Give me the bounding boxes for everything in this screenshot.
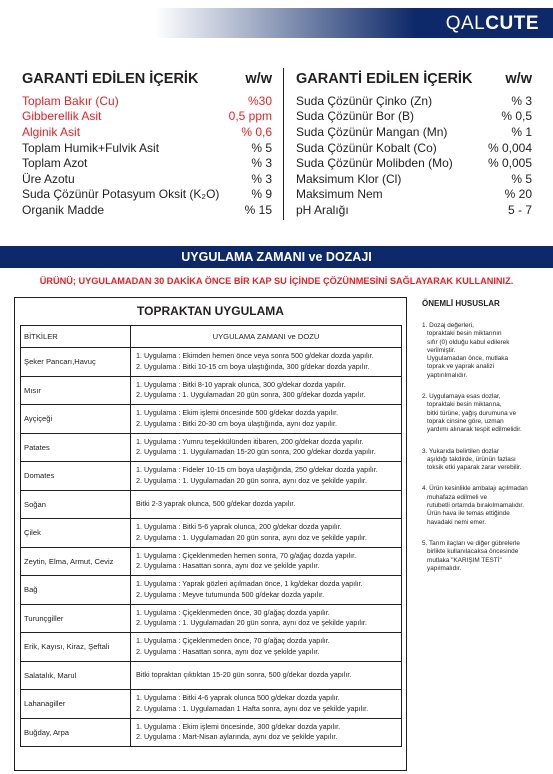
table-row xyxy=(21,576,402,605)
notes-title: ÖNEMLİ HUSUSLAR xyxy=(422,299,500,308)
ingredient-value: % 3 xyxy=(251,171,272,186)
guaranteed-row xyxy=(296,124,532,140)
dose-line: 2. Uygulama : 1. Uygulamadan 20 gün sonra, 300 g/dekar dozda yapılır. xyxy=(136,390,366,400)
guaranteed-row xyxy=(22,109,272,125)
ingredient-name: Suda Çözünür Bor (B) xyxy=(296,109,415,124)
ingredient-value: % 0,004 xyxy=(487,140,532,155)
dose-line: 2. Uygulama : 1. Uygulamadan 15-20 gün sonra, 200 g/dekar dozda yapılır. xyxy=(136,447,376,457)
note-item xyxy=(422,540,547,573)
ingredient-name: Toplam Humik+Fulvik Asit xyxy=(22,140,160,155)
guaranteed-title-left: GARANTİ EDİLEN İÇERİK xyxy=(22,70,199,87)
note-line: mutlaka "KARIŞIM TESTİ" xyxy=(427,556,502,564)
ingredient-value: % 0,005 xyxy=(487,156,532,171)
application-dose xyxy=(131,348,402,377)
note-item xyxy=(422,448,547,473)
note-line: toprak cinsine göre, uzman xyxy=(427,417,504,425)
ingredient-name: Organik Madde xyxy=(22,202,105,217)
note-line: havadaki nemi emer. xyxy=(427,518,486,526)
ingredient-value: 5 - 7 xyxy=(507,202,532,217)
guaranteed-title-right: GARANTİ EDİLEN İÇERİK xyxy=(296,70,473,87)
guaranteed-content-left xyxy=(22,68,272,218)
note-line: topraktaki besin miktarına, xyxy=(427,401,502,409)
guaranteed-row xyxy=(22,187,272,203)
application-dose xyxy=(131,519,402,548)
note-line: Ürün hava ile temas ettiğinde xyxy=(427,510,510,518)
note-line: sıfır (0) olduğu kabul edilerek xyxy=(427,338,510,346)
crop-name: Lahanagiller xyxy=(21,690,131,719)
dose-line: Bitki topraktan çıktıktan 15-20 gün sonra, 500 g/dekar dozda yapılır. xyxy=(136,669,352,679)
guaranteed-rows-right xyxy=(296,93,532,218)
application-dose xyxy=(131,633,402,662)
ingredient-name: Toplam Azot xyxy=(22,156,88,171)
crop-name: Soğan xyxy=(21,490,131,519)
ingredient-name: Suda Çözünür Çinko (Zn) xyxy=(296,93,433,108)
application-table xyxy=(20,325,402,747)
table-row xyxy=(21,718,402,747)
table-row xyxy=(21,433,402,462)
crop-name: Çilek xyxy=(21,519,131,548)
ingredient-value: % 15 xyxy=(244,202,272,217)
application-dose xyxy=(131,718,402,747)
guaranteed-row xyxy=(22,93,272,109)
ingredient-value: % 5 xyxy=(251,140,272,155)
brand-logo xyxy=(446,13,539,35)
guaranteed-row xyxy=(296,155,532,171)
crop-name: Buğday, Arpa xyxy=(21,718,131,747)
ingredient-name: Toplam Bakır (Cu) xyxy=(22,93,119,108)
dose-line: Bitki 2-3 yaprak olunca, 500 g/dekar dozda yapılır. xyxy=(136,498,296,508)
application-dose xyxy=(131,604,402,633)
note-line: 4. Ürün kesinlikle ambalajı açılmadan xyxy=(422,485,528,493)
application-dose xyxy=(131,547,402,576)
guaranteed-row xyxy=(22,140,272,156)
dose-line: 2. Uygulama : Hasattan sonra, aynı doz ve şekilde yapılır. xyxy=(136,646,320,656)
table-row xyxy=(21,462,402,491)
dose-line: 2. Uygulama : Hasattan sonra, aynı doz ve şekilde yapılır. xyxy=(136,561,320,571)
ingredient-value: % 1 xyxy=(511,124,532,139)
dose-line: 2. Uygulama : Bitki 20-30 cm boya ulaştığında, aynı doz yapılır. xyxy=(136,418,337,428)
guaranteed-row xyxy=(296,140,532,156)
table-row xyxy=(21,490,402,519)
guaranteed-row xyxy=(296,187,532,203)
column-header-dose: UYGULAMA ZAMANI ve DOZU xyxy=(131,326,402,348)
ingredient-value: % 0,5 xyxy=(501,109,532,124)
crop-name: Salatalık, Marul xyxy=(21,661,131,690)
guaranteed-row xyxy=(22,155,272,171)
ingredient-value: %30 xyxy=(247,93,272,108)
usage-notice: ÜRÜNÜ; UYGULAMADAN 30 DAKİKA ÖNCE BİR KAP SU İÇİNDE ÇÖZÜNMESİNİ SAĞLAYARAK KULLANINIZ. xyxy=(39,276,514,286)
crop-name: Domates xyxy=(21,462,131,491)
application-dose xyxy=(131,661,402,690)
ingredient-value: % 3 xyxy=(251,156,272,171)
ingredient-value: % 0,6 xyxy=(241,124,272,139)
table-row xyxy=(21,547,402,576)
table-row xyxy=(21,604,402,633)
application-table-title: TOPRAKTAN UYGULAMA xyxy=(137,304,284,318)
dose-line: 1. Uygulama : Ekimden hemen önce veya sonra 500 g/dekar dozda yapılır. xyxy=(136,351,374,361)
note-line: 3. Yukarıda belirtilen dozlar xyxy=(422,447,499,455)
guaranteed-row xyxy=(22,171,272,187)
ingredient-name: Üre Azotu xyxy=(22,171,75,186)
note-item xyxy=(422,485,547,526)
note-line: toksik etki yaparak zarar verebilir. xyxy=(427,464,522,472)
table-row xyxy=(21,348,402,377)
dose-line: 1. Uygulama : Çiçeklenmeden önce, 30 g/ağaç dozda yapılır. xyxy=(136,607,330,617)
dose-line: 2. Uygulama : 1. Uygulamadan 1 Hafta sonra, aynı doz ve şekilde yapılır. xyxy=(136,703,369,713)
note-item xyxy=(422,393,547,434)
application-dose xyxy=(131,576,402,605)
note-line: topraktaki besin miktarının xyxy=(427,330,502,338)
note-line: toprak ve yaprak analizi xyxy=(427,363,495,371)
application-dose xyxy=(131,490,402,519)
guaranteed-unit-left: w/w xyxy=(245,70,272,87)
dose-line: 1. Uygulama : Yumru teşekkülünden itibaren, 200 g/dekar dozda yapılır. xyxy=(136,436,364,446)
brand-part1: QAL xyxy=(445,13,486,34)
dose-line: 2. Uygulama : 1. Uygulamadan 20 gün sonra, aynı doz ve şekilde yapılır. xyxy=(136,475,367,485)
application-dose xyxy=(131,376,402,405)
important-notes xyxy=(422,299,547,586)
dose-line: 2. Uygulama : Bitki 10-15 cm boya ulaştığında, 300 g/dekar dozda yapılır. xyxy=(136,361,370,371)
table-row xyxy=(21,405,402,434)
brand-part2: CUTE xyxy=(485,13,539,34)
table-row xyxy=(21,661,402,690)
ingredient-name: Gibberellik Asit xyxy=(22,109,102,124)
ingredient-name: Alginik Asit xyxy=(22,124,81,139)
guaranteed-row xyxy=(296,171,532,187)
crop-name: Zeytin, Elma, Armut, Ceviz xyxy=(21,547,131,576)
ingredient-value: % 9 xyxy=(251,187,272,202)
note-item xyxy=(422,322,547,380)
application-table-body xyxy=(21,348,402,747)
crop-name: Mısır xyxy=(21,376,131,405)
table-row xyxy=(21,633,402,662)
note-line: 1. Dozaj değerleri, xyxy=(422,322,474,329)
guaranteed-content-right xyxy=(296,68,532,218)
notes-list xyxy=(422,322,547,573)
guaranteed-heading-left xyxy=(22,68,272,89)
guaranteed-row xyxy=(22,124,272,140)
ingredient-value: % 3 xyxy=(511,93,532,108)
dose-line: 1. Uygulama : Fideler 10-15 cm boya ulaştığında, 250 g/dekar dozda yapılır. xyxy=(136,465,378,475)
guaranteed-rows-left xyxy=(22,93,272,218)
note-line: rutubetli ortamda bırakılmamalıdır. xyxy=(427,502,524,510)
column-divider xyxy=(283,68,284,220)
section-title: UYGULAMA ZAMANI ve DOZAJI xyxy=(181,250,372,264)
ingredient-name: Maksimum Nem xyxy=(296,187,383,202)
crop-name: Erik, Kayısı, Kiraz, Şeftali xyxy=(21,633,131,662)
dose-line: 1. Uygulama : Bitki 5-6 yaprak olunca, 200 g/dekar dozda yapılır. xyxy=(136,522,342,532)
note-line: Uygulamadan önce, mutlaka xyxy=(427,355,508,363)
ingredient-value: 0,5 ppm xyxy=(228,109,272,124)
dose-line: 1. Uygulama : Çiçeklenmeden hemen sonra, 70 g/ağaç dozda yapılır. xyxy=(136,550,357,560)
ingredient-name: pH Aralığı xyxy=(296,202,349,217)
crop-name: Turunçgiller xyxy=(21,604,131,633)
guaranteed-unit-right: w/w xyxy=(505,70,532,87)
ingredient-name: Suda Çözünür Kobalt (Co) xyxy=(296,140,437,155)
guaranteed-heading-right xyxy=(296,68,532,89)
dose-line: 1. Uygulama : Bitki 4-6 yaprak olunca 500 g/dekar dozda yapılır. xyxy=(136,693,340,703)
dose-line: 1. Uygulama : Yaprak gözleri açılmadan önce, 1 kg/dekar dozda yapılır. xyxy=(136,579,363,589)
table-row xyxy=(21,690,402,719)
note-line: aşıldığı takdirde, ürünün fazlası xyxy=(427,455,516,463)
note-line: yapılmalıdır. xyxy=(427,564,462,572)
dose-line: 2. Uygulama : Meyve tutumunda 500 g/dekar dozda yapılır. xyxy=(136,589,325,599)
crop-name: Patates xyxy=(21,433,131,462)
dose-line: 1. Uygulama : Çiçeklenmeden önce, 70 g/ağaç dozda yapılır. xyxy=(136,636,330,646)
guaranteed-row xyxy=(22,202,272,218)
application-dose xyxy=(131,405,402,434)
ingredient-value: % 20 xyxy=(504,187,532,202)
ingredient-name: Suda Çözünür Mangan (Mn) xyxy=(296,124,448,139)
dose-line: 2. Uygulama : 1. Uygulamadan 20 gün sonra, aynı doz ve şekilde yapılır. xyxy=(136,618,367,628)
application-dose xyxy=(131,433,402,462)
table-row xyxy=(21,376,402,405)
guaranteed-row xyxy=(296,202,532,218)
note-line: 2. Uygulamaya esas dozlar, xyxy=(422,393,501,401)
brand-gradient xyxy=(155,8,415,38)
ingredient-name: Suda Çözünür Molibden (Mo) xyxy=(296,156,453,171)
note-line: birlikte kullanılacaksa öncesinde xyxy=(427,548,519,556)
dose-line: 2. Uygulama : 1. Uygulamadan 20 gün sonra, aynı doz ve şekilde yapılır. xyxy=(136,532,367,542)
note-line: muhafaza edilmeli ve xyxy=(427,493,488,501)
application-dose xyxy=(131,462,402,491)
dose-line: 1. Uygulama : Ekim işlemi öncesinde, 300 g/dekar dozda yapılır. xyxy=(136,721,341,731)
crop-name: Ayçiçeği xyxy=(21,405,131,434)
ingredient-name: Suda Çözünür Potasyum Oksit (K₂O) xyxy=(22,187,220,202)
note-line: yardımı alınarak tespit edilmelidir. xyxy=(427,426,522,434)
application-dose xyxy=(131,690,402,719)
column-header-crops: BİTKİLER xyxy=(21,326,131,348)
ingredient-name: Maksimum Klor (Cl) xyxy=(296,171,402,186)
dose-line: 2. Uygulama : Mart-Nisan aylarında, aynı doz ve şekilde yapılır. xyxy=(136,732,338,742)
note-line: 5. Tarım ilaçları ve diğer gübrelerle xyxy=(422,539,520,547)
guaranteed-row xyxy=(296,109,532,125)
dose-line: 1. Uygulama : Bitki 8-10 yaprak olunca, 300 g/dekar dozda yapılır. xyxy=(136,379,346,389)
table-row xyxy=(21,519,402,548)
ingredient-value: % 5 xyxy=(511,171,532,186)
header-bar xyxy=(0,0,553,48)
crop-name: Şeker Pancarı,Havuç xyxy=(21,348,131,377)
guaranteed-row xyxy=(296,93,532,109)
dose-line: 1. Uygulama : Ekim işlemi öncesinde 500 g/dekar dozda yapılır. xyxy=(136,408,339,418)
note-line: yaptırılmalıdır. xyxy=(427,371,468,379)
note-line: bitki türüne, yağış durumuna ve xyxy=(427,409,517,417)
note-line: verilmiştir. xyxy=(427,346,456,354)
crop-name: Bağ xyxy=(21,576,131,605)
